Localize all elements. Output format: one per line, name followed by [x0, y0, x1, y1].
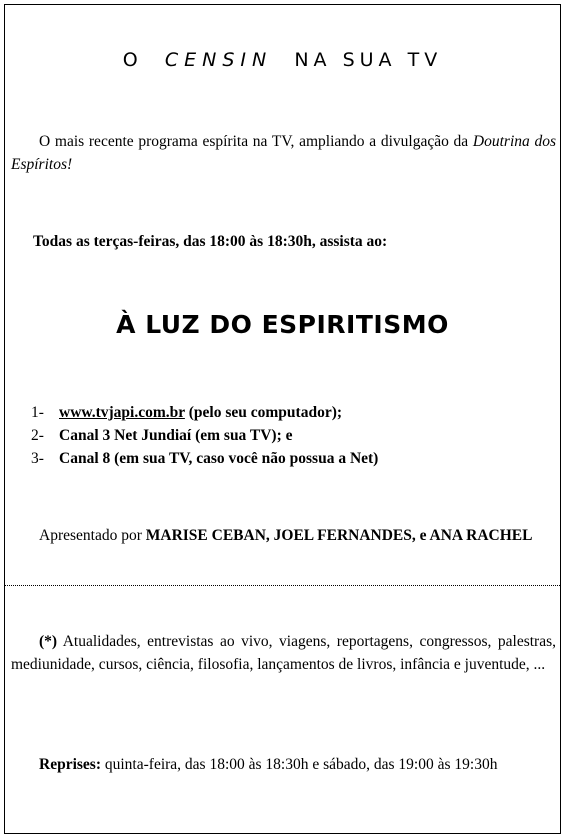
- reruns-label: Reprises:: [39, 756, 101, 773]
- flyer-title: [5, 49, 560, 71]
- list-item: [31, 401, 556, 424]
- flyer-frame: [4, 4, 561, 834]
- dotted-divider: [5, 585, 560, 586]
- reruns-paragraph: [11, 753, 556, 776]
- title-suffix: NA SUA TV: [294, 49, 443, 71]
- presenters-paragraph: [11, 524, 556, 547]
- presenters-names: MARISE CEBAN, JOEL FERNANDES, e ANA RACHEL: [145, 527, 533, 544]
- intro-emphasis: Doutrina dos Espíritos!: [11, 133, 557, 173]
- list-item-text: (pelo seu computador);: [184, 404, 343, 421]
- intro-paragraph: [11, 130, 556, 176]
- list-number: 3-: [31, 450, 44, 467]
- reruns-text: quinta-feira, das 18:00 às 18:30h e sábado, das 19:00 às 19:30h: [101, 756, 498, 773]
- channel-list: [31, 401, 556, 470]
- presenters-lead: Apresentado por: [39, 527, 146, 544]
- topics-marker: (*): [39, 633, 58, 650]
- list-number: 2-: [31, 427, 44, 444]
- intro-text: O mais recente programa espírita na TV, ampliando a divulgação da: [39, 133, 473, 150]
- list-item: [31, 424, 556, 447]
- website-link[interactable]: www.tvjapi.com.br: [59, 404, 185, 421]
- title-brand: CENSIN: [164, 49, 273, 71]
- schedule-line: Todas as terças-feiras, das 18:00 às 18:30h, assista ao:: [33, 233, 388, 250]
- program-name: À LUZ DO ESPIRITISMO: [116, 310, 449, 339]
- title-prefix: O: [122, 49, 143, 71]
- topics-text: Atualidades, entrevistas ao vivo, viagens, reportagens, congressos, palestras, mediunidade, cursos, ciência, filosofia, lançamentos de livros, infância e juventude, ...: [11, 633, 556, 673]
- list-item-text: Canal 3 Net Jundiaí (em sua TV); e: [59, 427, 293, 444]
- list-number: 1-: [31, 404, 44, 421]
- list-item-text: Canal 8 (em sua TV, caso você não possua a Net): [59, 450, 379, 467]
- list-item: [31, 447, 556, 470]
- topics-paragraph: [11, 630, 556, 676]
